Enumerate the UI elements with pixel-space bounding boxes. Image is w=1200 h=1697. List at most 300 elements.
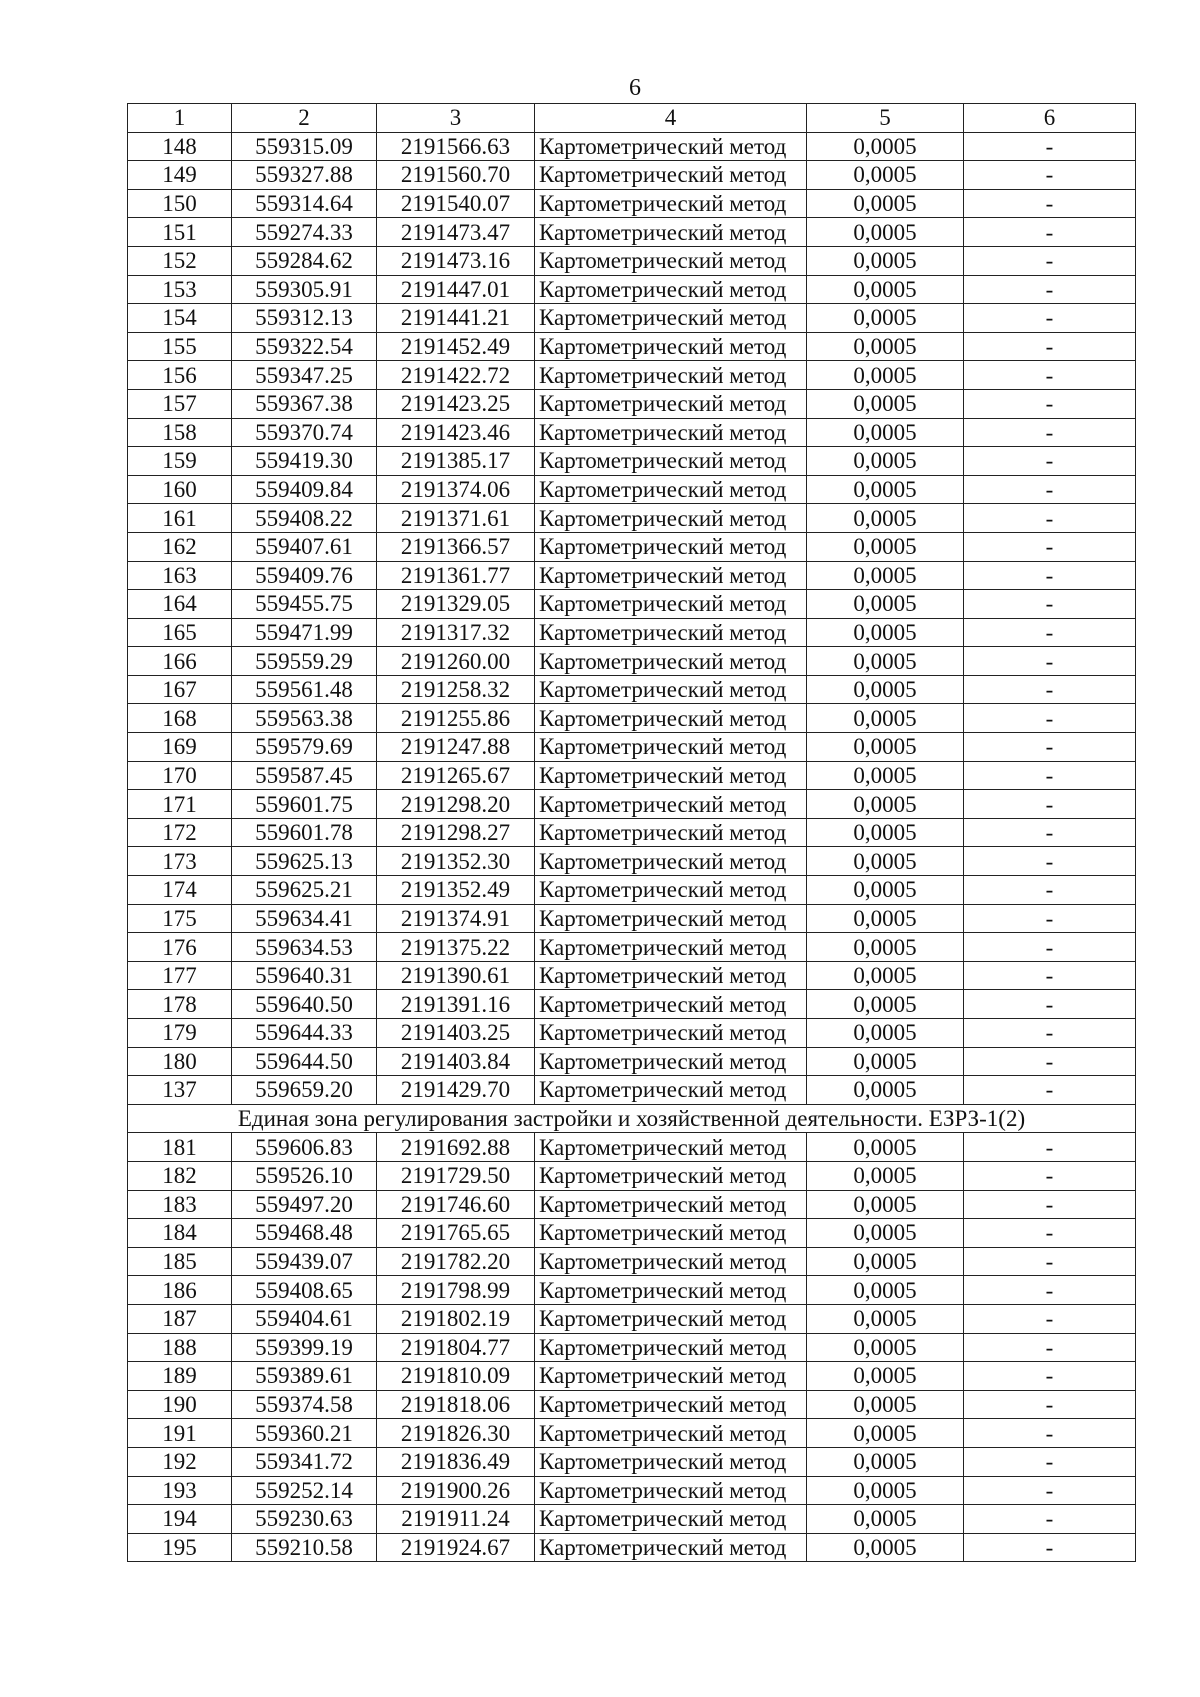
table-row bbox=[128, 1362, 1136, 1391]
point-number-cell: 137 bbox=[128, 1076, 232, 1105]
accuracy-cell: 0,0005 bbox=[807, 246, 964, 275]
accuracy-cell: 0,0005 bbox=[807, 1161, 964, 1190]
x-coordinate-cell: 559625.13 bbox=[232, 847, 377, 876]
point-number-cell: 194 bbox=[128, 1505, 232, 1534]
accuracy-cell: 0,0005 bbox=[807, 1133, 964, 1162]
y-coordinate-cell: 2191441.21 bbox=[377, 304, 535, 333]
x-coordinate-cell: 559408.22 bbox=[232, 504, 377, 533]
point-number-cell: 163 bbox=[128, 561, 232, 590]
x-coordinate-cell: 559322.54 bbox=[232, 332, 377, 361]
accuracy-cell: 0,0005 bbox=[807, 1333, 964, 1362]
accuracy-cell: 0,0005 bbox=[807, 704, 964, 733]
description-cell: - bbox=[964, 904, 1136, 933]
description-cell: - bbox=[964, 1333, 1136, 1362]
table-row bbox=[128, 447, 1136, 476]
point-number-cell: 153 bbox=[128, 275, 232, 304]
y-coordinate-cell: 2191352.49 bbox=[377, 876, 535, 905]
point-number-cell: 167 bbox=[128, 675, 232, 704]
method-cell: Картометрический метод bbox=[535, 876, 807, 905]
point-number-cell: 193 bbox=[128, 1476, 232, 1505]
y-coordinate-cell: 2191329.05 bbox=[377, 590, 535, 619]
x-coordinate-cell: 559471.99 bbox=[232, 618, 377, 647]
point-number-cell: 188 bbox=[128, 1333, 232, 1362]
method-cell: Картометрический метод bbox=[535, 990, 807, 1019]
method-cell: Картометрический метод bbox=[535, 1276, 807, 1305]
point-number-cell: 171 bbox=[128, 790, 232, 819]
y-coordinate-cell: 2191765.65 bbox=[377, 1219, 535, 1248]
table-row bbox=[128, 1076, 1136, 1105]
table-row bbox=[128, 790, 1136, 819]
y-coordinate-cell: 2191798.99 bbox=[377, 1276, 535, 1305]
method-cell: Картометрический метод bbox=[535, 332, 807, 361]
x-coordinate-cell: 559579.69 bbox=[232, 733, 377, 762]
accuracy-cell: 0,0005 bbox=[807, 1419, 964, 1448]
table-row bbox=[128, 218, 1136, 247]
x-coordinate-cell: 559341.72 bbox=[232, 1447, 377, 1476]
method-cell: Картометрический метод bbox=[535, 733, 807, 762]
x-coordinate-cell: 559625.21 bbox=[232, 876, 377, 905]
accuracy-cell: 0,0005 bbox=[807, 847, 964, 876]
description-cell: - bbox=[964, 590, 1136, 619]
x-coordinate-cell: 559399.19 bbox=[232, 1333, 377, 1362]
method-cell: Картометрический метод bbox=[535, 1219, 807, 1248]
point-number-cell: 174 bbox=[128, 876, 232, 905]
accuracy-cell: 0,0005 bbox=[807, 1447, 964, 1476]
y-coordinate-cell: 2191560.70 bbox=[377, 161, 535, 190]
accuracy-cell: 0,0005 bbox=[807, 561, 964, 590]
point-number-cell: 173 bbox=[128, 847, 232, 876]
method-cell: Картометрический метод bbox=[535, 218, 807, 247]
method-cell: Картометрический метод bbox=[535, 647, 807, 676]
y-coordinate-cell: 2191452.49 bbox=[377, 332, 535, 361]
method-cell: Картометрический метод bbox=[535, 504, 807, 533]
point-number-cell: 156 bbox=[128, 361, 232, 390]
x-coordinate-cell: 559409.84 bbox=[232, 475, 377, 504]
y-coordinate-cell: 2191374.91 bbox=[377, 904, 535, 933]
description-cell: - bbox=[964, 246, 1136, 275]
description-cell: - bbox=[964, 332, 1136, 361]
point-number-cell: 187 bbox=[128, 1304, 232, 1333]
column-header: 2 bbox=[232, 104, 377, 133]
y-coordinate-cell: 2191361.77 bbox=[377, 561, 535, 590]
y-coordinate-cell: 2191265.67 bbox=[377, 761, 535, 790]
y-coordinate-cell: 2191473.16 bbox=[377, 246, 535, 275]
accuracy-cell: 0,0005 bbox=[807, 389, 964, 418]
x-coordinate-cell: 559526.10 bbox=[232, 1161, 377, 1190]
point-number-cell: 183 bbox=[128, 1190, 232, 1219]
table-row bbox=[128, 504, 1136, 533]
method-cell: Картометрический метод bbox=[535, 1047, 807, 1076]
table-row bbox=[128, 1247, 1136, 1276]
x-coordinate-cell: 559634.53 bbox=[232, 933, 377, 962]
accuracy-cell: 0,0005 bbox=[807, 904, 964, 933]
table-row bbox=[128, 332, 1136, 361]
table-row bbox=[128, 561, 1136, 590]
x-coordinate-cell: 559284.62 bbox=[232, 246, 377, 275]
y-coordinate-cell: 2191746.60 bbox=[377, 1190, 535, 1219]
table-row bbox=[128, 1505, 1136, 1534]
point-number-cell: 180 bbox=[128, 1047, 232, 1076]
method-cell: Картометрический метод bbox=[535, 704, 807, 733]
method-cell: Картометрический метод bbox=[535, 447, 807, 476]
table-row bbox=[128, 361, 1136, 390]
table-row bbox=[128, 1533, 1136, 1562]
method-cell: Картометрический метод bbox=[535, 961, 807, 990]
y-coordinate-cell: 2191258.32 bbox=[377, 675, 535, 704]
accuracy-cell: 0,0005 bbox=[807, 818, 964, 847]
accuracy-cell: 0,0005 bbox=[807, 1047, 964, 1076]
description-cell: - bbox=[964, 1019, 1136, 1048]
method-cell: Картометрический метод bbox=[535, 618, 807, 647]
table-row bbox=[128, 1419, 1136, 1448]
description-cell: - bbox=[964, 647, 1136, 676]
y-coordinate-cell: 2191692.88 bbox=[377, 1133, 535, 1162]
table-header-row bbox=[128, 104, 1136, 133]
table-row bbox=[128, 1047, 1136, 1076]
x-coordinate-cell: 559439.07 bbox=[232, 1247, 377, 1276]
accuracy-cell: 0,0005 bbox=[807, 933, 964, 962]
description-cell: - bbox=[964, 218, 1136, 247]
method-cell: Картометрический метод bbox=[535, 1247, 807, 1276]
table-row bbox=[128, 1390, 1136, 1419]
point-number-cell: 162 bbox=[128, 532, 232, 561]
x-coordinate-cell: 559210.58 bbox=[232, 1533, 377, 1562]
point-number-cell: 169 bbox=[128, 733, 232, 762]
method-cell: Картометрический метод bbox=[535, 1076, 807, 1105]
method-cell: Картометрический метод bbox=[535, 1447, 807, 1476]
method-cell: Картометрический метод bbox=[535, 389, 807, 418]
y-coordinate-cell: 2191804.77 bbox=[377, 1333, 535, 1362]
y-coordinate-cell: 2191473.47 bbox=[377, 218, 535, 247]
accuracy-cell: 0,0005 bbox=[807, 332, 964, 361]
description-cell: - bbox=[964, 790, 1136, 819]
table-body-zone-2 bbox=[128, 1133, 1136, 1562]
table-row bbox=[128, 475, 1136, 504]
description-cell: - bbox=[964, 447, 1136, 476]
y-coordinate-cell: 2191810.09 bbox=[377, 1362, 535, 1391]
x-coordinate-cell: 559407.61 bbox=[232, 532, 377, 561]
table-row bbox=[128, 733, 1136, 762]
y-coordinate-cell: 2191375.22 bbox=[377, 933, 535, 962]
description-cell: - bbox=[964, 1161, 1136, 1190]
table-row bbox=[128, 1161, 1136, 1190]
x-coordinate-cell: 559419.30 bbox=[232, 447, 377, 476]
accuracy-cell: 0,0005 bbox=[807, 1276, 964, 1305]
description-cell: - bbox=[964, 761, 1136, 790]
method-cell: Картометрический метод bbox=[535, 1419, 807, 1448]
y-coordinate-cell: 2191423.46 bbox=[377, 418, 535, 447]
table-row bbox=[128, 1304, 1136, 1333]
accuracy-cell: 0,0005 bbox=[807, 761, 964, 790]
table-row bbox=[128, 904, 1136, 933]
y-coordinate-cell: 2191403.84 bbox=[377, 1047, 535, 1076]
y-coordinate-cell: 2191371.61 bbox=[377, 504, 535, 533]
description-cell: - bbox=[964, 1505, 1136, 1534]
x-coordinate-cell: 559640.31 bbox=[232, 961, 377, 990]
column-header: 6 bbox=[964, 104, 1136, 133]
point-number-cell: 175 bbox=[128, 904, 232, 933]
x-coordinate-cell: 559347.25 bbox=[232, 361, 377, 390]
accuracy-cell: 0,0005 bbox=[807, 618, 964, 647]
table-row bbox=[128, 275, 1136, 304]
y-coordinate-cell: 2191729.50 bbox=[377, 1161, 535, 1190]
x-coordinate-cell: 559327.88 bbox=[232, 161, 377, 190]
method-cell: Картометрический метод bbox=[535, 1362, 807, 1391]
table-row bbox=[128, 532, 1136, 561]
y-coordinate-cell: 2191429.70 bbox=[377, 1076, 535, 1105]
table-row bbox=[128, 1476, 1136, 1505]
y-coordinate-cell: 2191391.16 bbox=[377, 990, 535, 1019]
point-number-cell: 168 bbox=[128, 704, 232, 733]
accuracy-cell: 0,0005 bbox=[807, 475, 964, 504]
description-cell: - bbox=[964, 418, 1136, 447]
y-coordinate-cell: 2191317.32 bbox=[377, 618, 535, 647]
method-cell: Картометрический метод bbox=[535, 1476, 807, 1505]
table-row bbox=[128, 647, 1136, 676]
section-title: Единая зона регулирования застройки и хозяйственной деятельности. ЕЗРЗ-1(2) bbox=[128, 1104, 1136, 1133]
x-coordinate-cell: 559374.58 bbox=[232, 1390, 377, 1419]
point-number-cell: 177 bbox=[128, 961, 232, 990]
table-row bbox=[128, 132, 1136, 161]
accuracy-cell: 0,0005 bbox=[807, 275, 964, 304]
point-number-cell: 179 bbox=[128, 1019, 232, 1048]
description-cell: - bbox=[964, 961, 1136, 990]
accuracy-cell: 0,0005 bbox=[807, 161, 964, 190]
point-number-cell: 191 bbox=[128, 1419, 232, 1448]
table-row bbox=[128, 246, 1136, 275]
description-cell: - bbox=[964, 532, 1136, 561]
accuracy-cell: 0,0005 bbox=[807, 1019, 964, 1048]
table-row bbox=[128, 618, 1136, 647]
method-cell: Картометрический метод bbox=[535, 590, 807, 619]
method-cell: Картометрический метод bbox=[535, 275, 807, 304]
table-row bbox=[128, 1133, 1136, 1162]
accuracy-cell: 0,0005 bbox=[807, 675, 964, 704]
x-coordinate-cell: 559314.64 bbox=[232, 189, 377, 218]
table-row bbox=[128, 1219, 1136, 1248]
y-coordinate-cell: 2191900.26 bbox=[377, 1476, 535, 1505]
method-cell: Картометрический метод bbox=[535, 1505, 807, 1534]
accuracy-cell: 0,0005 bbox=[807, 304, 964, 333]
point-number-cell: 160 bbox=[128, 475, 232, 504]
point-number-cell: 176 bbox=[128, 933, 232, 962]
column-header: 4 bbox=[535, 104, 807, 133]
x-coordinate-cell: 559305.91 bbox=[232, 275, 377, 304]
y-coordinate-cell: 2191260.00 bbox=[377, 647, 535, 676]
method-cell: Картометрический метод bbox=[535, 132, 807, 161]
table-row bbox=[128, 161, 1136, 190]
method-cell: Картометрический метод bbox=[535, 847, 807, 876]
description-cell: - bbox=[964, 1362, 1136, 1391]
table-row bbox=[128, 933, 1136, 962]
point-number-cell: 157 bbox=[128, 389, 232, 418]
point-number-cell: 192 bbox=[128, 1447, 232, 1476]
point-number-cell: 159 bbox=[128, 447, 232, 476]
description-cell: - bbox=[964, 876, 1136, 905]
accuracy-cell: 0,0005 bbox=[807, 1247, 964, 1276]
point-number-cell: 155 bbox=[128, 332, 232, 361]
section-title-row bbox=[128, 1104, 1136, 1133]
description-cell: - bbox=[964, 1190, 1136, 1219]
accuracy-cell: 0,0005 bbox=[807, 418, 964, 447]
description-cell: - bbox=[964, 933, 1136, 962]
point-number-cell: 164 bbox=[128, 590, 232, 619]
x-coordinate-cell: 559370.74 bbox=[232, 418, 377, 447]
table-row bbox=[128, 990, 1136, 1019]
point-number-cell: 154 bbox=[128, 304, 232, 333]
description-cell: - bbox=[964, 132, 1136, 161]
accuracy-cell: 0,0005 bbox=[807, 733, 964, 762]
accuracy-cell: 0,0005 bbox=[807, 361, 964, 390]
accuracy-cell: 0,0005 bbox=[807, 532, 964, 561]
description-cell: - bbox=[964, 1047, 1136, 1076]
table-row bbox=[128, 1333, 1136, 1362]
method-cell: Картометрический метод bbox=[535, 1304, 807, 1333]
description-cell: - bbox=[964, 361, 1136, 390]
x-coordinate-cell: 559561.48 bbox=[232, 675, 377, 704]
table-row bbox=[128, 1276, 1136, 1305]
table-row bbox=[128, 961, 1136, 990]
column-header: 5 bbox=[807, 104, 964, 133]
section-divider bbox=[128, 1104, 1136, 1133]
description-cell: - bbox=[964, 189, 1136, 218]
method-cell: Картометрический метод bbox=[535, 1333, 807, 1362]
y-coordinate-cell: 2191447.01 bbox=[377, 275, 535, 304]
table-row bbox=[128, 1447, 1136, 1476]
y-coordinate-cell: 2191298.20 bbox=[377, 790, 535, 819]
point-number-cell: 178 bbox=[128, 990, 232, 1019]
x-coordinate-cell: 559634.41 bbox=[232, 904, 377, 933]
method-cell: Картометрический метод bbox=[535, 561, 807, 590]
x-coordinate-cell: 559559.29 bbox=[232, 647, 377, 676]
description-cell: - bbox=[964, 1133, 1136, 1162]
point-number-cell: 161 bbox=[128, 504, 232, 533]
accuracy-cell: 0,0005 bbox=[807, 132, 964, 161]
description-cell: - bbox=[964, 618, 1136, 647]
table-row bbox=[128, 675, 1136, 704]
description-cell: - bbox=[964, 1390, 1136, 1419]
point-number-cell: 182 bbox=[128, 1161, 232, 1190]
y-coordinate-cell: 2191366.57 bbox=[377, 532, 535, 561]
y-coordinate-cell: 2191924.67 bbox=[377, 1533, 535, 1562]
point-number-cell: 148 bbox=[128, 132, 232, 161]
method-cell: Картометрический метод bbox=[535, 475, 807, 504]
y-coordinate-cell: 2191818.06 bbox=[377, 1390, 535, 1419]
description-cell: - bbox=[964, 733, 1136, 762]
point-number-cell: 181 bbox=[128, 1133, 232, 1162]
accuracy-cell: 0,0005 bbox=[807, 790, 964, 819]
method-cell: Картометрический метод bbox=[535, 1190, 807, 1219]
point-number-cell: 170 bbox=[128, 761, 232, 790]
point-number-cell: 151 bbox=[128, 218, 232, 247]
y-coordinate-cell: 2191352.30 bbox=[377, 847, 535, 876]
x-coordinate-cell: 559587.45 bbox=[232, 761, 377, 790]
method-cell: Картометрический метод bbox=[535, 304, 807, 333]
y-coordinate-cell: 2191374.06 bbox=[377, 475, 535, 504]
x-coordinate-cell: 559312.13 bbox=[232, 304, 377, 333]
table-row bbox=[128, 876, 1136, 905]
y-coordinate-cell: 2191836.49 bbox=[377, 1447, 535, 1476]
method-cell: Картометрический метод bbox=[535, 933, 807, 962]
description-cell: - bbox=[964, 1447, 1136, 1476]
coordinates-table bbox=[127, 103, 1136, 1562]
x-coordinate-cell: 559644.33 bbox=[232, 1019, 377, 1048]
table-row bbox=[128, 761, 1136, 790]
description-cell: - bbox=[964, 1476, 1136, 1505]
table-row bbox=[128, 389, 1136, 418]
column-header: 3 bbox=[377, 104, 535, 133]
method-cell: Картометрический метод bbox=[535, 418, 807, 447]
accuracy-cell: 0,0005 bbox=[807, 504, 964, 533]
description-cell: - bbox=[964, 504, 1136, 533]
x-coordinate-cell: 559230.63 bbox=[232, 1505, 377, 1534]
point-number-cell: 190 bbox=[128, 1390, 232, 1419]
x-coordinate-cell: 559252.14 bbox=[232, 1476, 377, 1505]
description-cell: - bbox=[964, 1419, 1136, 1448]
table-row bbox=[128, 704, 1136, 733]
method-cell: Картометрический метод bbox=[535, 1390, 807, 1419]
x-coordinate-cell: 559360.21 bbox=[232, 1419, 377, 1448]
accuracy-cell: 0,0005 bbox=[807, 1362, 964, 1391]
y-coordinate-cell: 2191826.30 bbox=[377, 1419, 535, 1448]
description-cell: - bbox=[964, 1076, 1136, 1105]
page-number: 6 bbox=[629, 75, 641, 101]
method-cell: Картометрический метод bbox=[535, 818, 807, 847]
x-coordinate-cell: 559659.20 bbox=[232, 1076, 377, 1105]
accuracy-cell: 0,0005 bbox=[807, 647, 964, 676]
accuracy-cell: 0,0005 bbox=[807, 1190, 964, 1219]
x-coordinate-cell: 559601.75 bbox=[232, 790, 377, 819]
table-row bbox=[128, 847, 1136, 876]
method-cell: Картометрический метод bbox=[535, 790, 807, 819]
method-cell: Картометрический метод bbox=[535, 161, 807, 190]
x-coordinate-cell: 559606.83 bbox=[232, 1133, 377, 1162]
point-number-cell: 165 bbox=[128, 618, 232, 647]
table-row bbox=[128, 189, 1136, 218]
point-number-cell: 195 bbox=[128, 1533, 232, 1562]
table-row bbox=[128, 418, 1136, 447]
y-coordinate-cell: 2191298.27 bbox=[377, 818, 535, 847]
y-coordinate-cell: 2191385.17 bbox=[377, 447, 535, 476]
accuracy-cell: 0,0005 bbox=[807, 1304, 964, 1333]
x-coordinate-cell: 559601.78 bbox=[232, 818, 377, 847]
x-coordinate-cell: 559404.61 bbox=[232, 1304, 377, 1333]
method-cell: Картометрический метод bbox=[535, 246, 807, 275]
x-coordinate-cell: 559644.50 bbox=[232, 1047, 377, 1076]
accuracy-cell: 0,0005 bbox=[807, 1505, 964, 1534]
method-cell: Картометрический метод bbox=[535, 189, 807, 218]
point-number-cell: 166 bbox=[128, 647, 232, 676]
method-cell: Картометрический метод bbox=[535, 761, 807, 790]
y-coordinate-cell: 2191911.24 bbox=[377, 1505, 535, 1534]
x-coordinate-cell: 559274.33 bbox=[232, 218, 377, 247]
x-coordinate-cell: 559409.76 bbox=[232, 561, 377, 590]
description-cell: - bbox=[964, 1304, 1136, 1333]
description-cell: - bbox=[964, 1219, 1136, 1248]
accuracy-cell: 0,0005 bbox=[807, 1076, 964, 1105]
table-row bbox=[128, 1019, 1136, 1048]
y-coordinate-cell: 2191403.25 bbox=[377, 1019, 535, 1048]
x-coordinate-cell: 559315.09 bbox=[232, 132, 377, 161]
accuracy-cell: 0,0005 bbox=[807, 876, 964, 905]
accuracy-cell: 0,0005 bbox=[807, 218, 964, 247]
x-coordinate-cell: 559640.50 bbox=[232, 990, 377, 1019]
description-cell: - bbox=[964, 990, 1136, 1019]
description-cell: - bbox=[964, 389, 1136, 418]
y-coordinate-cell: 2191422.72 bbox=[377, 361, 535, 390]
point-number-cell: 149 bbox=[128, 161, 232, 190]
x-coordinate-cell: 559455.75 bbox=[232, 590, 377, 619]
